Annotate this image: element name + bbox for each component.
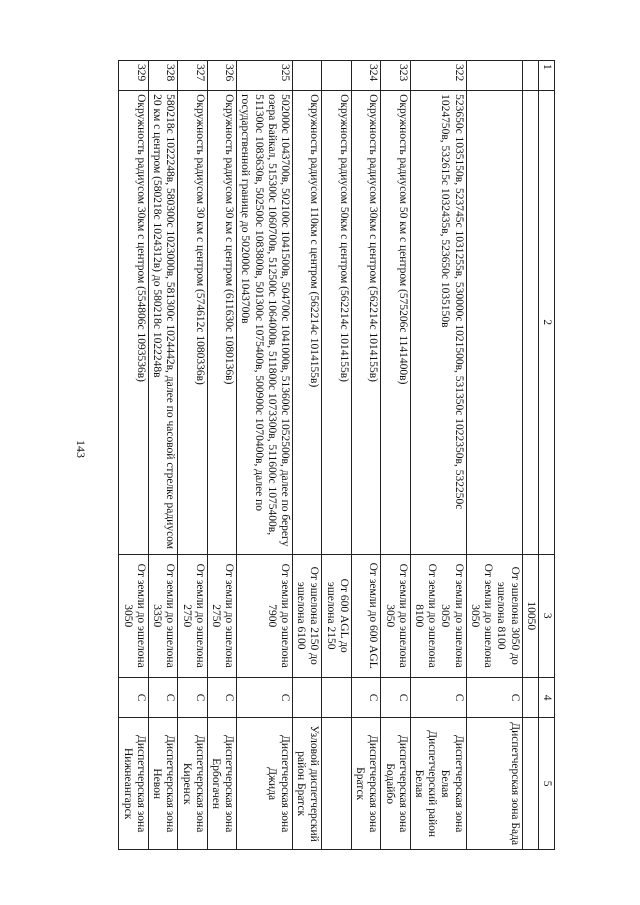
page-number: 143 xyxy=(74,440,88,458)
header-1: 1 xyxy=(538,61,554,91)
row-route: 523650с 1035150в, 523745с 1031255в, 530000с 1021500в, 531350с 1022350в, 532250с 1024750в, 532615с 1032435в, 523650с 1035150в xyxy=(410,91,466,554)
row-levels xyxy=(119,554,148,677)
row-number xyxy=(322,61,351,91)
row-levels xyxy=(293,554,322,677)
zone-text: Узловой диспетчерский район Братск xyxy=(295,725,321,842)
row-route: Окружность радиусом 30 км с центром (611630с 1080136в) xyxy=(207,91,236,554)
row-zone xyxy=(148,718,177,850)
zone-text: Диспетчерский район Белая xyxy=(413,730,439,838)
row-mark: С xyxy=(466,677,522,717)
row-zone xyxy=(293,718,322,850)
header-2: 2 xyxy=(538,91,554,554)
table-row xyxy=(322,61,351,850)
table-row xyxy=(381,61,410,850)
airspace-table xyxy=(118,60,555,850)
row-zone xyxy=(322,718,351,850)
zone-text: Диспетчерская зона Братск xyxy=(354,735,380,833)
zone-text: Диспетчерская зона Бада xyxy=(508,722,521,846)
level-text: От 600 AGL до эшелона 2150 xyxy=(324,578,350,653)
table-row xyxy=(207,61,236,850)
row-levels xyxy=(351,554,380,677)
row-route xyxy=(466,91,522,554)
level-text: От земли до эшелона 7900 xyxy=(265,563,292,668)
row-number: 327 xyxy=(178,61,207,91)
table-row xyxy=(466,61,522,850)
row-number: 323 xyxy=(381,61,410,91)
row-route: Окружность радиусом 50 км с центром (575206с 1141400в) xyxy=(381,91,410,554)
level-text: От эшелона 2150 до эшелона 6100 xyxy=(295,566,321,665)
level-text: От земли до эшелона 3350 xyxy=(151,563,177,668)
row-number xyxy=(466,61,522,91)
row-levels xyxy=(410,554,466,677)
header-4: 4 xyxy=(538,677,554,717)
row-zone xyxy=(351,718,380,850)
row-zone xyxy=(207,718,236,850)
table-row xyxy=(351,61,380,850)
row-mark xyxy=(322,677,351,717)
row-route: Окружность радиусом 50км с центром (562214с 1014155в) xyxy=(322,91,351,554)
row-levels xyxy=(178,554,207,677)
row-mark: С xyxy=(410,677,466,717)
header-5: 5 xyxy=(538,718,554,850)
row-route xyxy=(522,91,538,554)
row-mark: С xyxy=(351,677,380,717)
row-zone xyxy=(178,718,207,850)
level-text: От земли до эшелона 2750 xyxy=(180,563,206,668)
level-text: От земли до эшелона 8100 xyxy=(413,563,439,668)
row-number: 322 xyxy=(410,61,466,91)
header-3: 3 xyxy=(538,554,554,677)
row-number: 324 xyxy=(351,61,380,91)
level-text: От земли до 600 AGL xyxy=(367,562,380,669)
level-text: От земли до эшелона 3050 xyxy=(468,563,495,668)
zone-text: Диспетчерская зона Бодайбо xyxy=(383,735,409,833)
zone-text: Диспетчерская зона Нижнеангарск xyxy=(121,735,147,833)
row-mark: С xyxy=(119,677,148,717)
level-text: От земли до эшелона 3050 xyxy=(121,563,147,668)
row-mark: С xyxy=(237,677,293,717)
row-mark: С xyxy=(381,677,410,717)
row-levels xyxy=(322,554,351,677)
row-mark: С xyxy=(207,677,236,717)
zone-text: Диспетчерская зона Ербогачен xyxy=(209,735,236,833)
table-row xyxy=(293,61,322,850)
table-row xyxy=(119,61,148,850)
row-number xyxy=(293,61,322,91)
level-text: От земли до эшелона 3050 xyxy=(439,563,465,668)
table-row xyxy=(148,61,177,850)
row-levels xyxy=(466,554,522,677)
zone-text: Диспетчерская зона Невон xyxy=(151,735,177,833)
row-route: Окружность радиусом 30км с центром (554806с 1093536в) xyxy=(119,91,148,554)
row-mark: С xyxy=(178,677,207,717)
table-row xyxy=(522,61,538,850)
zone-text: Диспетчерская зона Белая xyxy=(439,735,465,833)
row-number: 329 xyxy=(119,61,148,91)
level-text: От земли до эшелона 2750 xyxy=(209,563,236,668)
table-row xyxy=(178,61,207,850)
row-mark xyxy=(522,677,538,717)
row-route: Окружность радиусом 30км с центром (562214с 1014155в) xyxy=(351,91,380,554)
row-zone xyxy=(522,718,538,850)
table-row xyxy=(237,61,293,850)
row-mark: С xyxy=(148,677,177,717)
row-levels xyxy=(207,554,236,677)
level-text: От эшелона 3050 до эшелона 8100 xyxy=(495,566,521,665)
row-levels xyxy=(237,554,293,677)
row-route: Окружность радиусом 110км с центром (562214с 1014155в) xyxy=(293,91,322,554)
row-number: 328 xyxy=(148,61,177,91)
level-text: От земли до эшелона 3050 xyxy=(383,563,409,668)
row-route: 580218с 1022248в, 580300с 1023000в, 581300с 1024442в, далее по часовой стрелке радиусом 20 км с центром (580218с 1024312в) до 580218с 1022248в xyxy=(148,91,177,554)
row-zone xyxy=(119,718,148,850)
row-route: Окружность радиусом 30 км с центром (574612с 1080336в) xyxy=(178,91,207,554)
zone-text: Диспетчерская зона Джида xyxy=(265,735,292,833)
row-number: 325 xyxy=(237,61,293,91)
table-row xyxy=(410,61,466,850)
table-body xyxy=(119,61,538,850)
top-value: 10050 xyxy=(522,554,538,677)
rotated-table-container xyxy=(100,60,555,850)
row-levels xyxy=(148,554,177,677)
row-zone xyxy=(466,718,522,850)
row-route: 502000с 1043700в, 502100с 1041500в, 504700с 1041000в, 513600с 1052500в, далее по берегу озера Байкал, 515300с 1060700в, 512500с 1064000в, 511800с 1073300в, 511600с 1075400в, 511300с 1083630в, 502500с 1083800в, 501300с 1075400в, 500900с 1070400в, далее по государственной границе до 502000с 1043700в xyxy=(237,91,293,554)
row-number xyxy=(522,61,538,91)
row-mark xyxy=(293,677,322,717)
row-zone xyxy=(410,718,466,850)
header-row xyxy=(538,61,554,850)
row-number: 326 xyxy=(207,61,236,91)
zone-text: Диспетчерская зона Киренск xyxy=(180,735,206,833)
row-zone xyxy=(381,718,410,850)
row-levels xyxy=(381,554,410,677)
row-zone xyxy=(237,718,293,850)
